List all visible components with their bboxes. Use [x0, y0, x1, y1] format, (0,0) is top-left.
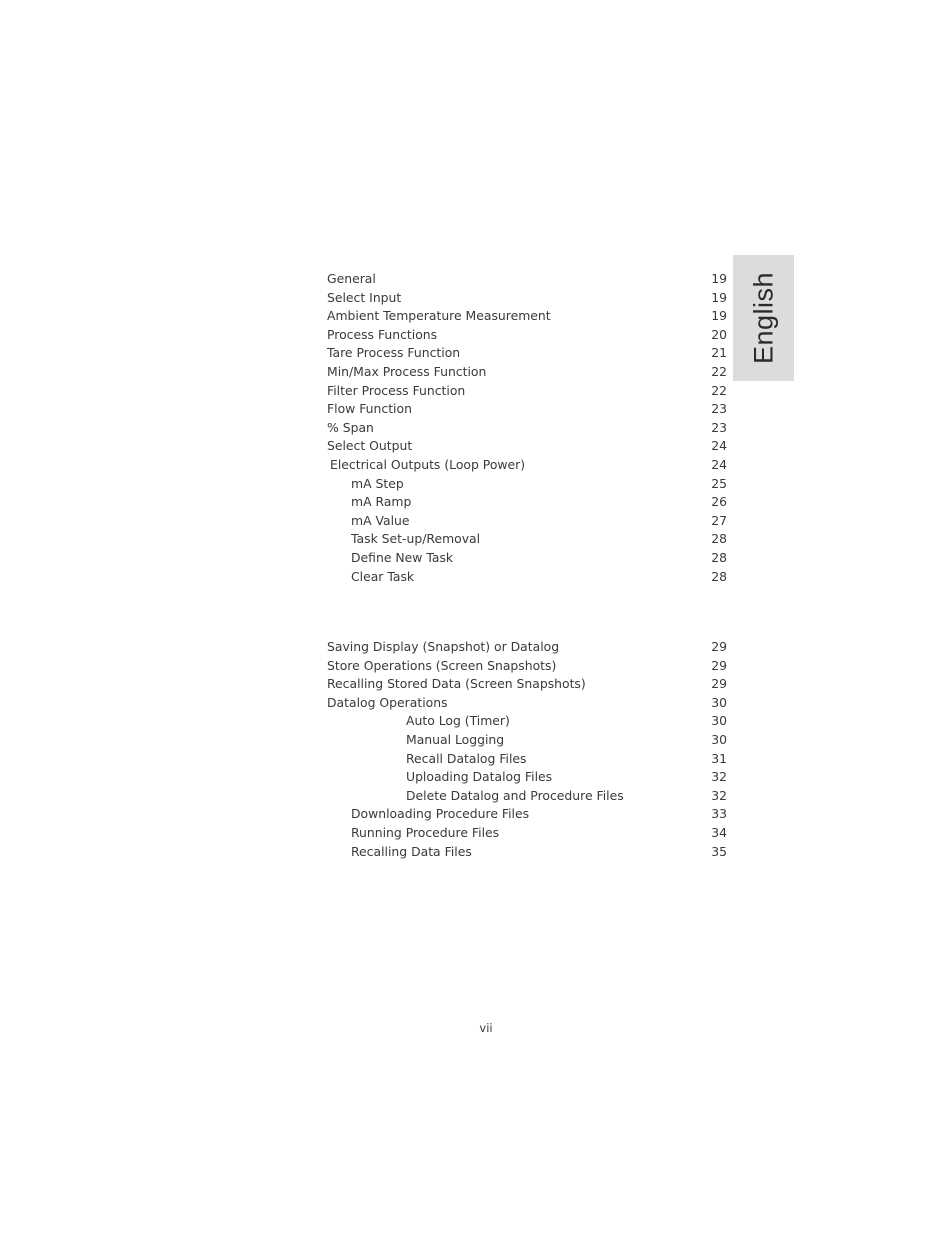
toc-entry-title: Flow Function — [327, 401, 412, 417]
toc-entry — [327, 694, 727, 713]
toc-entry-title: Tare Process Function — [327, 345, 461, 361]
toc-entry — [327, 549, 727, 568]
toc-entry-page: 23 — [711, 419, 727, 435]
page-number-folio: vii — [479, 1021, 493, 1035]
toc-entry-title: Ambient Temperature Measurement — [327, 308, 551, 324]
toc-entry-title: Filter Process Function — [327, 382, 466, 398]
toc-entry-page: 29 — [711, 676, 727, 692]
toc-entry — [327, 568, 727, 587]
toc-entry-title: Select Output — [327, 438, 413, 454]
toc-entry-page: 24 — [711, 456, 727, 472]
toc-entry-title: Electrical Outputs (Loop Power) — [330, 456, 526, 472]
toc-entry — [327, 456, 727, 475]
toc-entry-page: 28 — [711, 568, 727, 584]
toc-entry-page: 26 — [711, 494, 727, 510]
toc-entry-title: General — [327, 271, 376, 286]
toc-section-2 — [327, 638, 727, 861]
toc-entry-page: 23 — [711, 401, 727, 417]
toc-entry — [327, 307, 727, 326]
toc-entry-page: 19 — [711, 289, 727, 305]
toc-entry — [327, 475, 727, 494]
toc-entry-title: Manual Logging — [406, 731, 505, 747]
toc-entry — [327, 344, 727, 363]
toc-entry-title: Recalling Data Files — [351, 843, 472, 859]
toc-entry-page: 30 — [711, 731, 727, 747]
toc-entry-title: Running Procedure Files — [351, 824, 500, 840]
toc-entry — [327, 657, 727, 676]
toc-entry-title: Clear Task — [351, 568, 415, 584]
toc-entry-page: 28 — [711, 549, 727, 565]
toc-entry-title: mA Value — [351, 512, 410, 528]
toc-entry — [327, 787, 727, 806]
toc-entry — [327, 731, 727, 750]
toc-entry — [327, 768, 727, 787]
toc-entry — [327, 419, 727, 438]
toc-entry-page: 27 — [711, 512, 727, 528]
toc-entry — [327, 638, 727, 657]
toc-entry-title: Saving Display (Snapshot) or Datalog — [327, 639, 560, 654]
toc-entry-title: Auto Log (Timer) — [406, 713, 510, 729]
toc-entry-page: 22 — [711, 382, 727, 398]
toc-entry — [327, 493, 727, 512]
toc-entry — [327, 382, 727, 401]
toc-entry-title: Process Functions — [327, 326, 438, 342]
toc-entry — [327, 512, 727, 531]
toc-entry-page: 24 — [711, 438, 727, 454]
toc-entry-title: mA Ramp — [351, 494, 412, 510]
toc-entry-title: Task Set-up/Removal — [351, 531, 481, 547]
toc-entry-title: Delete Datalog and Procedure Files — [406, 787, 624, 803]
toc-entry — [327, 675, 727, 694]
toc-entry-title: Store Operations (Screen Snapshots) — [327, 657, 557, 673]
toc-entry-title: Define New Task — [351, 549, 454, 565]
language-tab-label: English — [748, 271, 778, 365]
toc-entry-page: 19 — [711, 308, 727, 324]
toc-entry-title: Select Input — [327, 289, 402, 305]
toc-entry-title: Recall Datalog Files — [406, 750, 527, 766]
toc-entry-page: 29 — [711, 657, 727, 673]
toc-entry-title: Downloading Procedure Files — [351, 806, 530, 822]
toc-entry-page: 25 — [711, 475, 727, 491]
toc-entry-page: 22 — [711, 363, 727, 379]
toc-entry — [327, 270, 727, 289]
toc-entry — [327, 437, 727, 456]
toc-entry-title: mA Step — [351, 475, 404, 491]
toc-entry-page: 34 — [711, 824, 727, 840]
toc-entry-page: 30 — [711, 713, 727, 729]
toc-entry-title: Uploading Datalog Files — [406, 769, 553, 785]
toc-section-1 — [327, 270, 727, 586]
toc-entry-page: 31 — [711, 750, 727, 766]
toc-entry-page: 21 — [711, 345, 727, 361]
toc-entry-page: 32 — [711, 769, 727, 785]
toc-entry — [327, 843, 727, 862]
toc-entry — [327, 805, 727, 824]
toc-entry — [327, 289, 727, 308]
toc-entry-page: 29 — [711, 639, 727, 654]
toc-entry-page: 30 — [711, 694, 727, 710]
toc-entry-title: Min/Max Process Function — [327, 363, 487, 379]
toc-entry-page: 35 — [711, 843, 727, 859]
toc-entry — [327, 750, 727, 769]
toc-entry-page: 19 — [711, 271, 727, 286]
toc-entry-page: 32 — [711, 787, 727, 803]
toc-entry-page: 33 — [711, 806, 727, 822]
toc-entry-page: 28 — [711, 531, 727, 547]
toc-entry-title: Datalog Operations — [327, 694, 448, 710]
toc-entry — [327, 363, 727, 382]
toc-entry-title: Recalling Stored Data (Screen Snapshots) — [327, 676, 586, 692]
toc-entry — [327, 400, 727, 419]
toc-entry-title: % Span — [327, 419, 374, 435]
toc-entry — [327, 824, 727, 843]
language-tab — [733, 255, 794, 381]
toc-entry-page: 20 — [711, 326, 727, 342]
toc-entry — [327, 530, 727, 549]
toc-entry — [327, 712, 727, 731]
toc-entry — [327, 326, 727, 345]
